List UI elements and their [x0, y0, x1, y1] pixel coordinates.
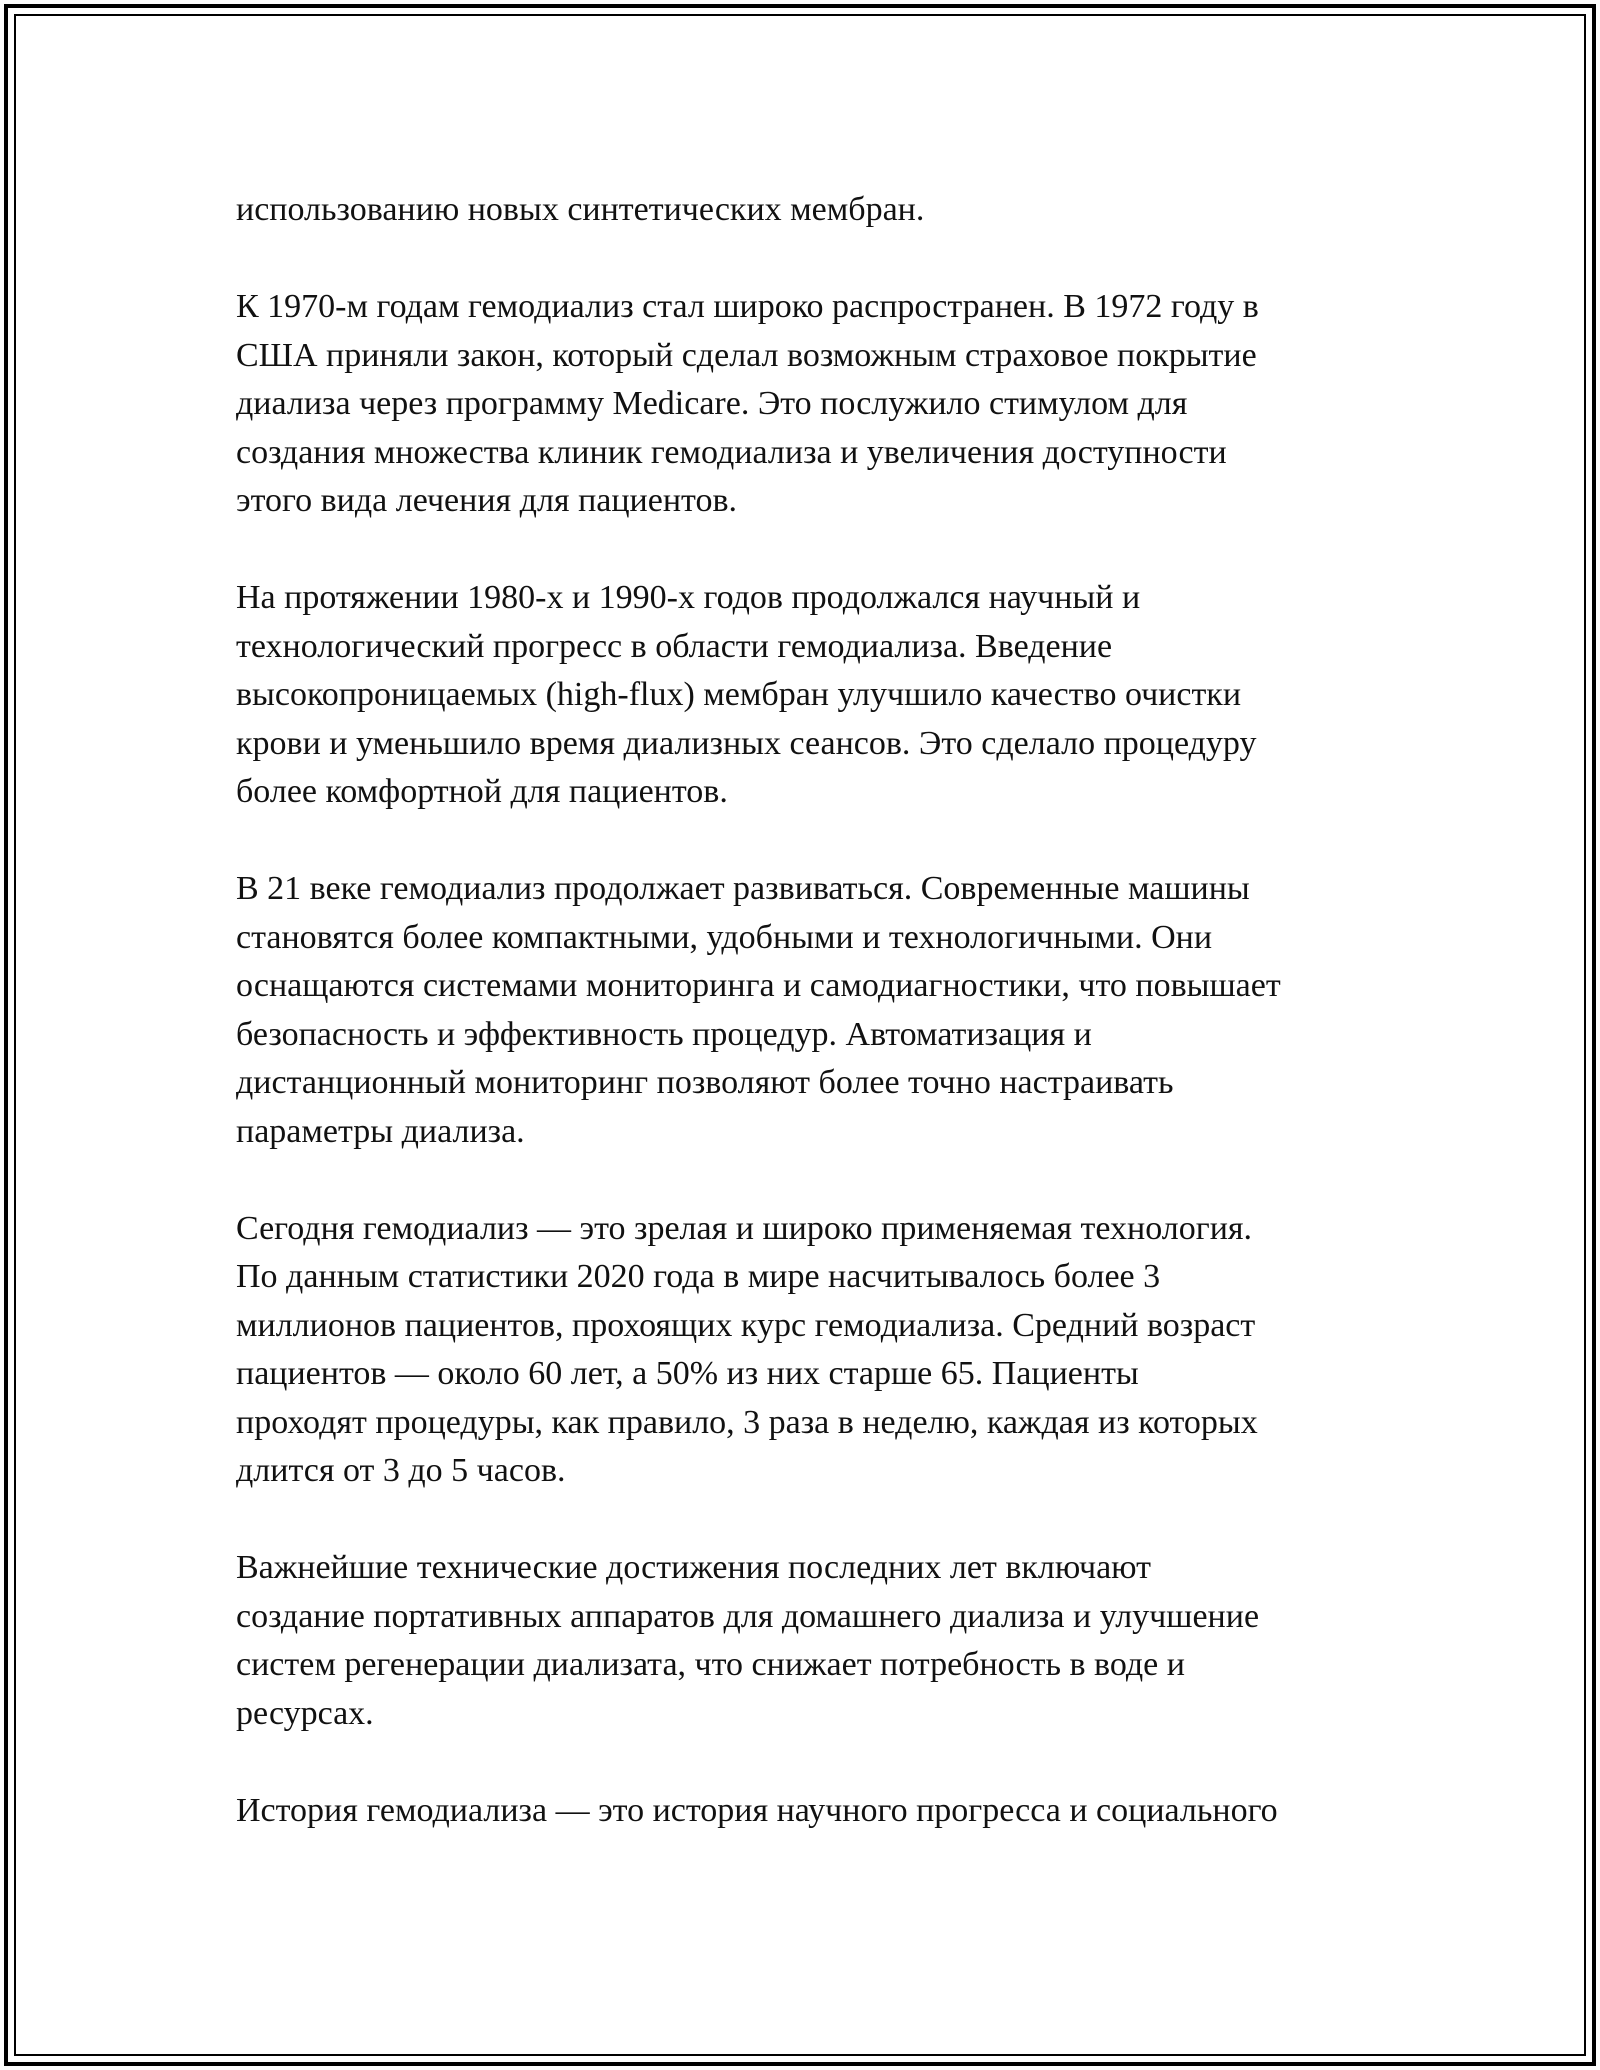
paragraph-3: На протяжении 1980-х и 1990-х годов продолжался научный и технологический прогресс в области гемодиализа. Введение высокопроницаемых (high-flux) мембран улучшило качество очистки крови и уменьшило время диализных сеансов. Это сделало процедуру более комфортной для пациентов. [236, 579, 1257, 810]
paragraph-1: использованию новых синтетических мембран. [236, 191, 925, 228]
paragraph-7: История гемодиализа — это история научного прогресса и социального [236, 1791, 1278, 1829]
paragraph-6: Важнейшие технические достижения последних лет включают создание портативных аппаратов для домашнего диализа и улучшение систем регенерации диализата, что снижает потребность в воде и ресурсах. [236, 1549, 1260, 1732]
paragraph-5: Сегодня гемодиализ — это зрелая и широко применяемая технология. По данным статистики 2020 года в мире насчитывалось более 3 миллионов пациентов, прохоящих курс гемодиализа. Средний возраст пациентов — около 60 лет, а 50% из них старше 65. Пациенты проходят процедуры, как правило, 3 раза в неделю, каждая из которых длится от 3 до 5 часов. [236, 1209, 1258, 1489]
paragraph-2: К 1970-м годам гемодиализ стал широко распространен. В 1972 году в США приняли закон, который сделал возможным страховое покрытие диализа через программу Medicare. Это послужило стимулом для создания множества клиник гемодиализа и увеличения доступности этого вида лечения для пациентов. [236, 288, 1259, 519]
document-body [236, 186, 1386, 1835]
paragraph-4: В 21 веке гемодиализ продолжает развиваться. Современные машины становятся более компактными, удобными и технологичными. Они оснащаются системами мониторинга и самодиагностики, что повышает безопасность и эффективность процедур. Автоматизация и дистанционный мониторинг позволяют более точно настраивать параметры диализа. [236, 870, 1281, 1150]
